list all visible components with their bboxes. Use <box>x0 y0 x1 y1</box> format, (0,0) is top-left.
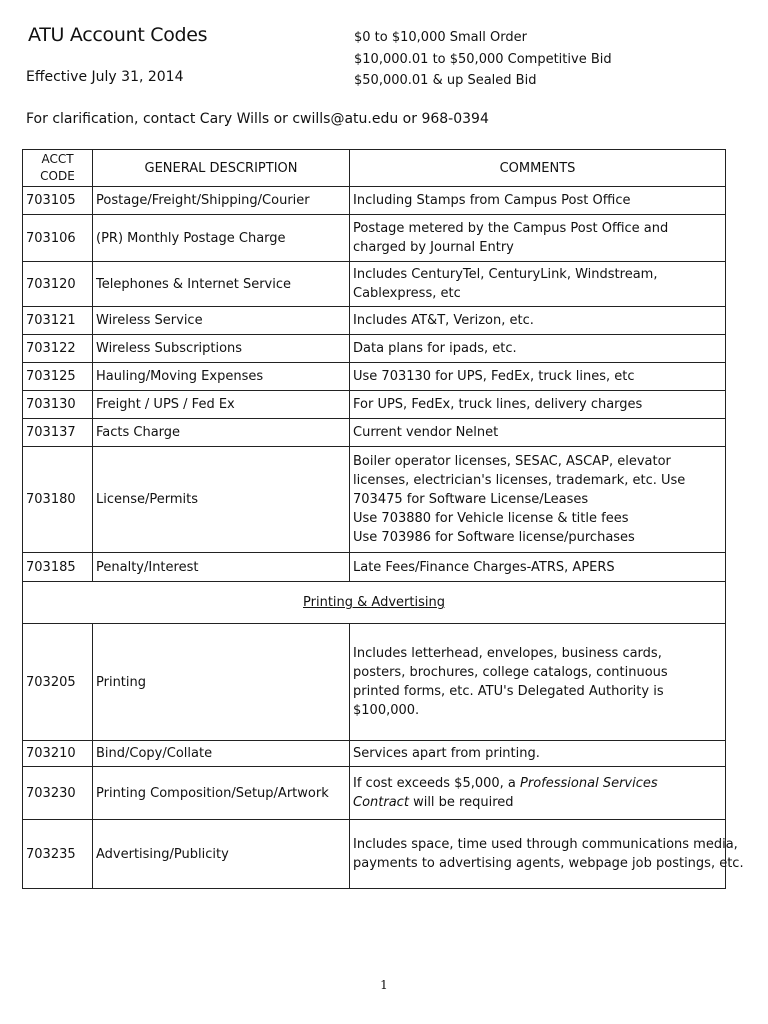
comment-line: Use 703130 for UPS, FedEx, truck lines, etc <box>353 369 635 384</box>
row-code: 703205 <box>23 624 93 741</box>
comment-line: Data plans for ipads, etc. <box>353 341 517 356</box>
comment-line: licenses, electrician's licenses, trademark, etc. Use <box>353 473 686 488</box>
row-comments <box>350 307 726 335</box>
threshold-competitive-bid: $10,000.01 to $50,000 Competitive Bid <box>354 51 612 67</box>
row-code: 703210 <box>23 741 93 767</box>
row-description: License/Permits <box>93 447 350 553</box>
comment-line: 703475 for Software License/Leases <box>353 492 589 507</box>
comment-line: Use 703880 for Vehicle license & title fees <box>353 511 629 526</box>
row-comments <box>350 447 726 553</box>
purchase-thresholds <box>354 27 612 92</box>
row-comments <box>350 553 726 582</box>
contact-line: For clarification, contact Cary Wills or cwills@atu.edu or 968-0394 <box>26 111 489 127</box>
table-row <box>23 624 726 741</box>
comment-italic-text: Professional Services <box>520 776 658 791</box>
table-row <box>23 363 726 391</box>
effective-date: Effective July 31, 2014 <box>26 69 184 85</box>
comment-line <box>353 793 722 812</box>
table-row <box>23 187 726 215</box>
comment-line: Includes CenturyTel, CenturyLink, Windstream, <box>353 267 658 282</box>
row-description: (PR) Monthly Postage Charge <box>93 215 350 262</box>
comment-line: Including Stamps from Campus Post Office <box>353 193 631 208</box>
threshold-sealed-bid: $50,000.01 & up Sealed Bid <box>354 73 537 88</box>
row-code: 703121 <box>23 307 93 335</box>
table-row <box>23 820 726 889</box>
section-row <box>23 582 726 624</box>
table-row <box>23 335 726 363</box>
comment-line: Late Fees/Finance Charges-ATRS, APERS <box>353 559 615 575</box>
table-row <box>23 307 726 335</box>
row-description: Postage/Freight/Shipping/Courier <box>93 187 350 215</box>
row-comments <box>350 624 726 741</box>
comment-line: Boiler operator licenses, SESAC, ASCAP, elevator <box>353 454 671 469</box>
row-description: Telephones & Internet Service <box>93 262 350 307</box>
comment-line: charged by Journal Entry <box>353 240 514 255</box>
comment-line: Includes AT&T, Verizon, etc. <box>353 313 534 328</box>
row-code: 703230 <box>23 767 93 820</box>
table-row <box>23 447 726 553</box>
header-acct-code <box>23 150 93 187</box>
row-description: Advertising/Publicity <box>93 820 350 889</box>
header-code-line: CODE <box>40 169 75 183</box>
row-comments <box>350 262 726 307</box>
row-code: 703130 <box>23 391 93 419</box>
table-row <box>23 419 726 447</box>
table-row <box>23 262 726 307</box>
row-code: 703180 <box>23 447 93 553</box>
comment-line: printed forms, etc. ATU's Delegated Authority is <box>353 684 664 699</box>
row-comments <box>350 391 726 419</box>
comment-line: Postage metered by the Campus Post Office and <box>353 221 669 236</box>
document-title: ATU Account Codes <box>28 24 208 46</box>
row-description: Wireless Service <box>93 307 350 335</box>
row-comments <box>350 767 726 820</box>
comment-line: Includes space, time used through communications media, <box>353 837 738 852</box>
row-description: Facts Charge <box>93 419 350 447</box>
row-comments <box>350 363 726 391</box>
row-code: 703120 <box>23 262 93 307</box>
comment-line <box>353 774 722 793</box>
row-comments <box>350 215 726 262</box>
row-comments <box>350 335 726 363</box>
table-row <box>23 215 726 262</box>
row-description: Printing <box>93 624 350 741</box>
row-code: 703235 <box>23 820 93 889</box>
header-acct-line: ACCT <box>41 152 74 166</box>
section-heading-text: Printing & Advertising <box>303 595 445 610</box>
header-comments: COMMENTS <box>350 150 726 187</box>
row-description: Hauling/Moving Expenses <box>93 363 350 391</box>
comment-text: If cost exceeds $5,000, a <box>353 776 521 791</box>
table-header-row <box>23 150 726 187</box>
comment-text: will be required <box>408 795 514 810</box>
account-codes-table <box>22 149 744 889</box>
table-row <box>23 767 726 820</box>
comment-italic-text: Contract <box>353 795 409 810</box>
header-general-description: GENERAL DESCRIPTION <box>93 150 350 187</box>
row-description: Bind/Copy/Collate <box>93 741 350 767</box>
row-comments <box>350 820 744 889</box>
comment-line: posters, brochures, college catalogs, continuous <box>353 665 668 680</box>
row-comments <box>350 187 726 215</box>
comment-line: $100,000. <box>353 703 420 718</box>
row-code: 703137 <box>23 419 93 447</box>
comment-line: For UPS, FedEx, truck lines, delivery charges <box>353 397 643 412</box>
row-description: Penalty/Interest <box>93 553 350 582</box>
comment-line: Includes letterhead, envelopes, business cards, <box>353 646 662 661</box>
row-code: 703185 <box>23 553 93 582</box>
row-comments <box>350 419 726 447</box>
row-code: 703106 <box>23 215 93 262</box>
row-description: Freight / UPS / Fed Ex <box>93 391 350 419</box>
section-heading <box>23 582 726 624</box>
row-code: 703105 <box>23 187 93 215</box>
comment-line: Services apart from printing. <box>353 746 540 761</box>
row-description: Printing Composition/Setup/Artwork <box>93 767 350 820</box>
row-code: 703125 <box>23 363 93 391</box>
comment-line: Current vendor Nelnet <box>353 425 499 440</box>
table-row <box>23 391 726 419</box>
page-number: 1 <box>380 978 388 992</box>
comment-line: payments to advertising agents, webpage job postings, etc. <box>353 856 744 871</box>
row-code: 703122 <box>23 335 93 363</box>
comment-line: Use 703986 for Software license/purchases <box>353 530 635 545</box>
threshold-small-order: $0 to $10,000 Small Order <box>354 30 527 45</box>
table-row <box>23 553 726 582</box>
comment-line: Cablexpress, etc <box>353 286 461 301</box>
row-description: Wireless Subscriptions <box>93 335 350 363</box>
row-comments <box>350 741 726 767</box>
table-row <box>23 741 726 767</box>
